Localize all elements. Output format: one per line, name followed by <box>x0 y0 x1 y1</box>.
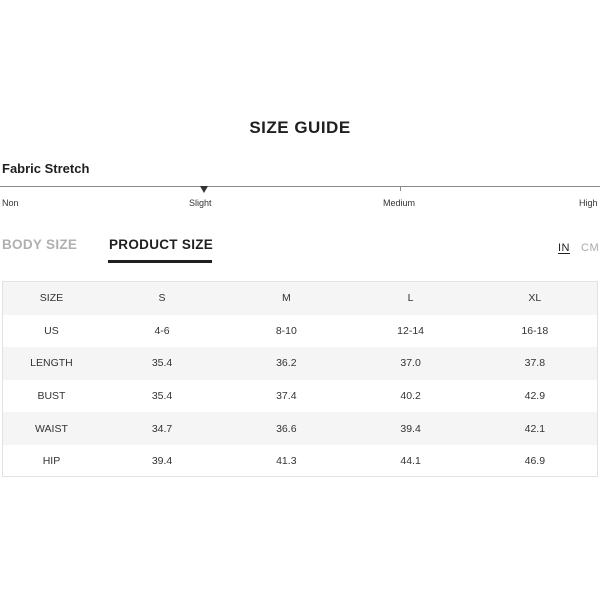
stretch-tick-medium <box>400 186 401 191</box>
table-cell: 36.6 <box>276 422 297 435</box>
table-cell: 42.9 <box>524 390 546 403</box>
table-row-label: BUST <box>37 390 66 403</box>
table-cell: 44.1 <box>400 455 421 468</box>
table-row <box>3 445 597 478</box>
table-row <box>3 315 597 348</box>
table-row-label: LENGTH <box>30 357 73 370</box>
page-title: SIZE GUIDE <box>249 118 351 137</box>
table-row-label: US <box>44 324 59 337</box>
table-cell: 34.7 <box>151 422 173 435</box>
table-cell: 16-18 <box>521 324 549 337</box>
table-header-cell: M <box>281 292 291 305</box>
table-cell: 36.2 <box>276 357 297 370</box>
stretch-level-high: High <box>579 198 598 208</box>
stretch-level-slight: Slight <box>189 198 212 208</box>
table-cell: 12-14 <box>397 324 425 337</box>
table-cell: 41.3 <box>276 455 297 468</box>
table-header-cell: L <box>407 292 414 305</box>
table-cell: 37.8 <box>524 357 546 370</box>
unit-toggle-in[interactable]: IN <box>558 242 570 254</box>
table-cell: 37.0 <box>400 357 421 370</box>
table-cell: 46.9 <box>524 455 546 468</box>
unit-toggle-cm[interactable]: CM <box>581 242 600 254</box>
tab-product-size[interactable]: PRODUCT SIZE <box>109 237 214 252</box>
table-cell: 37.4 <box>276 390 297 403</box>
table-row <box>3 380 597 413</box>
table-row <box>3 412 597 445</box>
table-cell: 35.4 <box>151 357 173 370</box>
table-cell: 39.4 <box>151 455 173 468</box>
table-cell: 35.4 <box>151 390 173 403</box>
tab-body-size[interactable]: BODY SIZE <box>2 237 78 252</box>
stretch-marker-icon <box>200 186 208 193</box>
table-cell: 42.1 <box>524 422 546 435</box>
active-tab-indicator <box>108 260 212 263</box>
size-table <box>2 281 598 477</box>
fabric-stretch-label: Fabric Stretch <box>2 161 90 176</box>
table-row-label: HIP <box>42 455 61 468</box>
table-cell: 40.2 <box>400 390 421 403</box>
table-cell: 8-10 <box>275 324 297 337</box>
table-cell: 4-6 <box>154 324 170 337</box>
table-header-cell: XL <box>528 292 542 305</box>
table-header-cell: SIZE <box>39 292 64 305</box>
stretch-scale-bar <box>0 186 600 187</box>
table-header-row <box>3 282 597 315</box>
table-cell: 39.4 <box>400 422 421 435</box>
stretch-level-medium: Medium <box>383 198 416 208</box>
table-header-cell: S <box>158 292 166 305</box>
table-row <box>3 347 597 380</box>
stretch-level-non: Non <box>2 198 19 208</box>
table-row-label: WAIST <box>35 422 68 435</box>
